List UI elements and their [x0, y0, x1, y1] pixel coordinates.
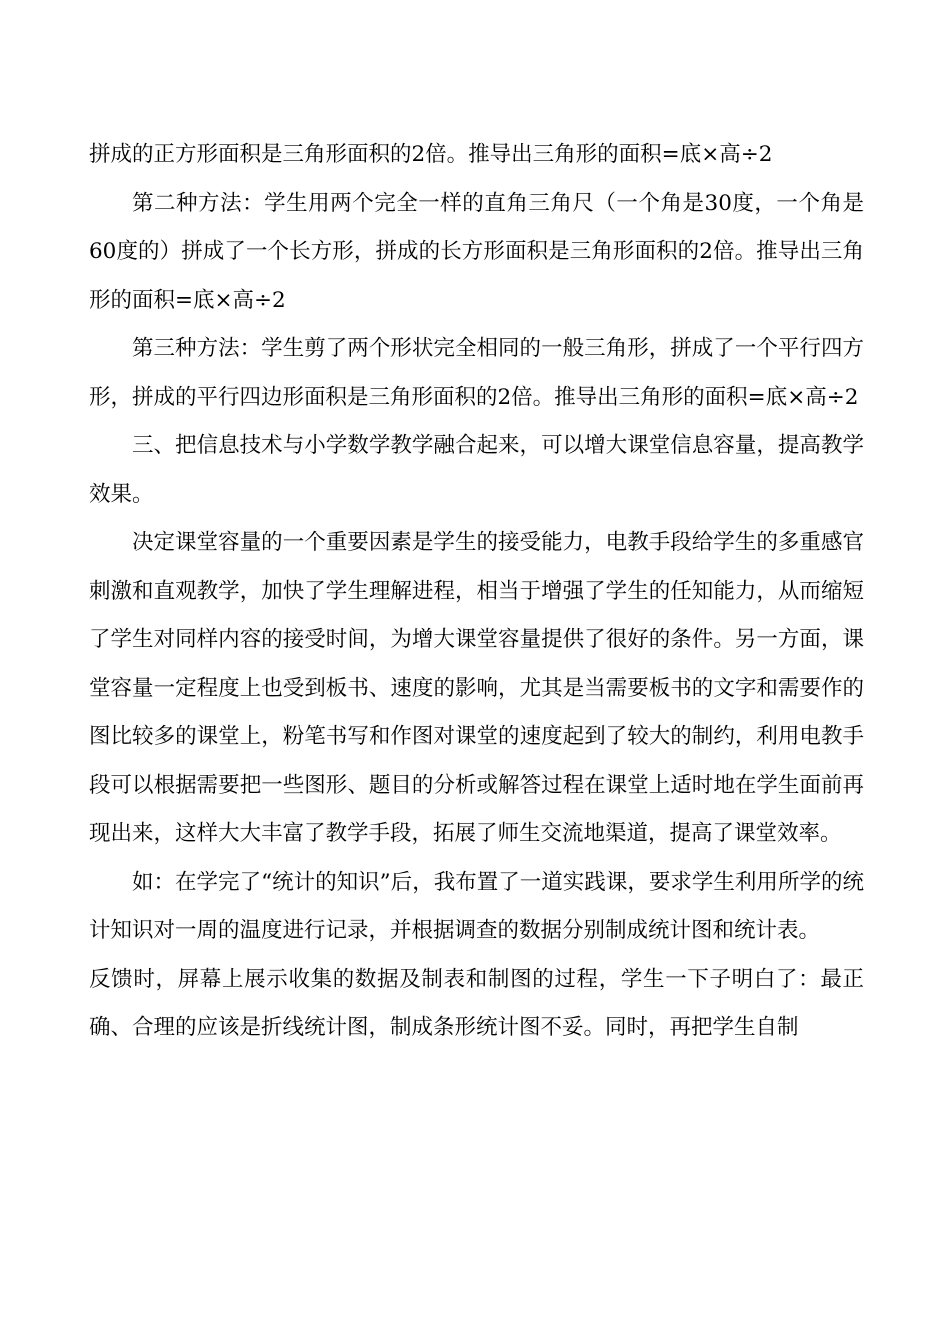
paragraph-7: 反馈时，屏幕上展示收集的数据及制表和制图的过程，学生一下子明白了：最正确、合理的应该是折线统计图，制成条形统计图不妥。同时，再把学生自制 — [89, 966, 864, 1040]
paragraph-6: 如：在学完了“统计的知识”后，我布置了一道实践课，要求学生利用所学的统计知识对一周的温度进行记录，并根据调查的数据分别制成统计图和统计表。 — [89, 869, 864, 943]
paragraph-2: 第二种方法：学生用两个完全一样的直角三角尺（一个角是30度，一个角是60度的）拼成了一个长方形，拼成的长方形面积是三角形面积的2倍。推导出三角形的面积=底×高÷2 — [89, 190, 864, 313]
paragraph-5: 决定课堂容量的一个重要因素是学生的接受能力，电教手段给学生的多重感官刺激和直观教学，加快了学生理解进程，相当于增强了学生的任知能力，从而缩短了学生对同样内容的接受时间，为增大课堂容量提供了很好的条件。另一方面，课堂容量一定程度上也受到板书、速度的影响，尤其是当需要板书的文字和需要作的图比较多的课堂上，粉笔书写和作图对课堂的速度起到了较大的制约，利用电教手段可以根据需要把一些图形、题目的分析或解答过程在课堂上适时地在学生面前再现出来，这样大大丰富了教学手段，拓展了师生交流地渠道，提高了课堂效率。 — [89, 530, 864, 846]
paragraph-4: 三、把信息技术与小学数学教学融合起来，可以增大课堂信息容量，提高教学效果。 — [89, 433, 864, 507]
paragraph-1: 拼成的正方形面积是三角形面积的2倍。推导出三角形的面积=底×高÷2 — [89, 142, 773, 167]
paragraph-3: 第三种方法：学生剪了两个形状完全相同的一般三角形，拼成了一个平行四方形，拼成的平行四边形面积是三角形面积的2倍。推导出三角形的面积=底×高÷2 — [89, 336, 864, 410]
document-body — [89, 131, 864, 1053]
